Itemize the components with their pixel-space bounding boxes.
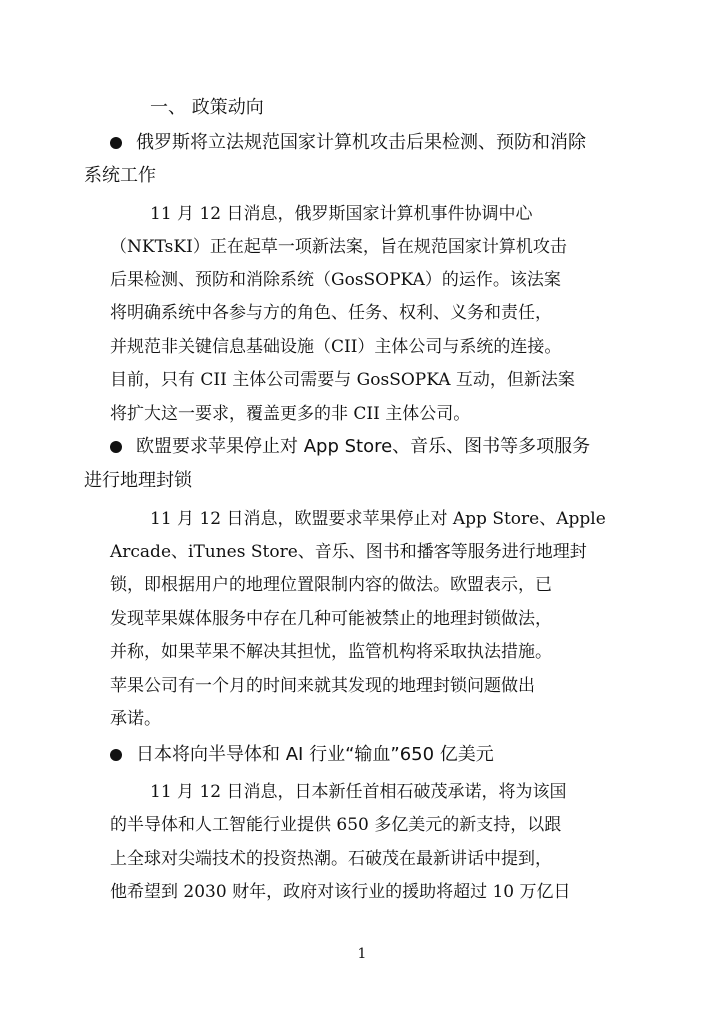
news-1-heading-line-2: 系统工作 [84,165,156,186]
news-2-body-line-2: Arcade、iTunes Store、音乐、图书和播客等服务进行地理封 [110,542,587,562]
news-3-body-line-2: 的半导体和人工智能行业提供 650 多亿美元的新支持，以跟 [110,815,562,835]
news-3-body-line-4: 他希望到 2030 财年，政府对该行业的援助将超过 10 万亿日 [110,882,571,902]
news-2-heading-line-2: 进行地理封锁 [84,470,192,491]
news-3-body-line-1: 11 月 12 日消息，日本新任首相石破茂承诺，将为该国 [150,782,567,802]
news-1-body-line-1: 11 月 12 日消息，俄罗斯国家计算机事件协调中心 [150,204,533,224]
bullet-icon [110,441,122,453]
news-2-body-line-4: 发现苹果媒体服务中存在几种可能被禁止的地理封锁做法， [110,609,552,629]
news-2-heading-line-1: 欧盟要求苹果停止对 App Store、音乐、图书等多项服务 [136,436,591,457]
news-1-body-line-2: （NKTsKI）正在起草一项新法案，旨在规范国家计算机攻击 [110,237,567,257]
news-3-heading-line-1: 日本将向半导体和 AI 行业“输血”650 亿美元 [136,744,494,765]
news-1-body-line-4: 将明确系统中各参与方的角色、任务、权利、义务和责任， [110,303,552,323]
news-1-body-line-3: 后果检测、预防和消除系统（GosSOPKA）的运作。该法案 [110,270,561,290]
news-2-body-line-7: 承诺。 [110,709,161,729]
news-1-heading-line-1: 俄罗斯将立法规范国家计算机攻击后果检测、预防和消除 [136,132,586,153]
news-2-body-line-5: 并称，如果苹果不解决其担忧，监管机构将采取执法措施。 [110,642,552,662]
bullet-icon [110,137,122,149]
news-1-body-line-6: 目前，只有 CII 主体公司需要与 GosSOPKA 互动，但新法案 [110,370,575,390]
news-2-body-line-1: 11 月 12 日消息，欧盟要求苹果停止对 App Store、Apple [150,509,606,529]
section-heading: 一、 政策动向 [150,97,264,118]
page-number: 1 [357,946,367,962]
news-2-body-line-3: 锁，即根据用户的地理位置限制内容的做法。欧盟表示，已 [110,575,552,595]
news-2-body-line-6: 苹果公司有一个月的时间来就其发现的地理封锁问题做出 [110,676,535,696]
news-1-body-line-5: 并规范非关键信息基础设施（CII）主体公司与系统的连接。 [110,337,562,357]
news-3-body-line-3: 上全球对尖端技术的投资热潮。石破茂在最新讲话中提到， [110,849,552,869]
news-1-body-line-7: 将扩大这一要求，覆盖更多的非 CII 主体公司。 [110,404,471,424]
bullet-icon [110,749,122,761]
